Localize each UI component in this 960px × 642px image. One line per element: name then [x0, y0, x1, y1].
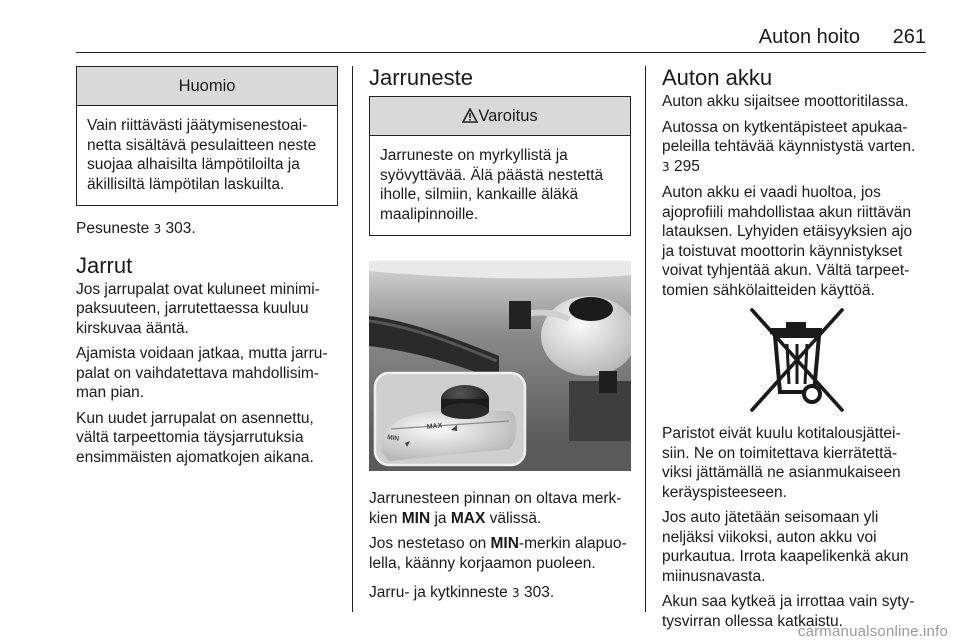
page-ref-arrow-icon: 3 — [512, 586, 520, 600]
column-divider-1 — [352, 66, 353, 612]
crossed-bin-recycling-icon — [662, 306, 932, 424]
watermark: carmanualsonline.info — [797, 623, 948, 640]
battery-paragraph-3: Auton akku ei vaadi huoltoa, jos ajoprofiili mahdollistaa akun riittävän latauksen. Lyhyiden etäisyyksien ajo ja toistuvat moottorin käynnistykset voivat tyhjentää akun. Vältä tarpeet- tomien sähkölaitteiden käyttöä. — [662, 184, 913, 299]
notice-box — [76, 66, 338, 206]
column-right — [662, 66, 932, 631]
notice-title: Huomio — [77, 67, 337, 106]
page-header — [76, 22, 926, 53]
warning-box — [369, 96, 631, 236]
low-level-text: Jos nestetaso on MIN-merkin alapuo- lella, käänny korjaamon puoleen. — [369, 535, 627, 572]
battery-paragraph-6: Akun saa kytkeä ja irrottaa vain syty- tysvirran ollessa katkaistu. — [662, 593, 915, 630]
clutch-ref-page[interactable]: 303. — [523, 584, 555, 601]
warning-text: Jarruneste on myrkyllistä ja syövyttävää. Älä päästä nestettä iholle, silmiin, kankaille äläkä maalipinnoille. — [380, 147, 604, 223]
min-marker-text-2: MIN — [490, 535, 519, 552]
page-ref-arrow-icon: 3 — [153, 222, 162, 236]
max-label: MAX — [426, 422, 443, 431]
notice-text: Vain riittävästi jäätymisenestoai- netta sisältävä pesulaitteen neste suojaa alhaisilta lämpötiloilta ja äkillisiltä lämpötilan laskuilta. — [87, 117, 317, 193]
brakes-paragraph-1: Jos jarrupalat ovat kuluneet minimi- paksuuteen, jarrutettaessa kuuluu kirskuvaa ääntä. — [76, 280, 320, 337]
section-title: Auton hoito — [758, 26, 860, 48]
battery-paragraph-5: Jos auto jätetään seisomaan yli neljäksi viikoksi, auton akku voi purkautua. Irrota kaapelikenkä akun miinusnavasta. — [662, 509, 909, 585]
warning-title: Varoitus — [478, 107, 538, 125]
min-label: MIN — [386, 434, 400, 443]
brake-fluid-reservoir-photo — [369, 261, 631, 471]
column-divider-2 — [645, 66, 646, 612]
battery-ref-page[interactable]: 295 — [673, 157, 700, 175]
warning-triangle-icon — [462, 99, 478, 137]
max-marker-text: MAX — [450, 509, 486, 527]
battery-paragraph-4: Paristot eivät kuulu kotitalousjättei- siin. Ne on toimitettava kierrätettä- viksi jättämällä ne asianmukaiseen keräyspisteeseen. — [662, 425, 901, 501]
page-ref-arrow-icon: 3 — [662, 159, 670, 174]
column-left — [76, 66, 338, 467]
washer-ref-text: Pesuneste — [76, 220, 150, 237]
page-number: 261 — [892, 26, 926, 48]
column-middle — [369, 66, 631, 604]
min-marker-text: MIN — [401, 509, 431, 527]
brakes-paragraph-3: Kun uudet jarrupalat on asennettu, vältä tarpeettomia täysjarrutuksia ensimmäisten ajomatkojen aikana. — [76, 409, 314, 466]
washer-ref-page[interactable]: 303. — [165, 220, 196, 237]
brakes-paragraph-2: Ajamista voidaan jatkaa, mutta jarru- palat on vaihdatettava mahdollisim- man pian. — [76, 345, 328, 401]
battery-paragraph-2: Autossa on kytkentäpisteet apukaa- peleilla tehtävää käynnistystä varten. 3 295 — [662, 118, 916, 175]
clutch-fluid-ref: Jarru- ja kytkinneste 3 303. — [369, 584, 555, 601]
washer-fluid-ref — [76, 219, 338, 240]
battery-paragraph-1: Auton akku sijaitsee moottoritilassa. — [662, 93, 909, 110]
brake-fluid-heading: Jarruneste — [369, 65, 473, 90]
level-text: Jarrunesteen pinnan on oltava merk- kien MIN ja MAX välissä. — [369, 490, 622, 527]
brakes-heading: Jarrut — [76, 252, 133, 278]
warning-header — [370, 97, 630, 136]
battery-heading: Auton akku — [662, 65, 773, 90]
